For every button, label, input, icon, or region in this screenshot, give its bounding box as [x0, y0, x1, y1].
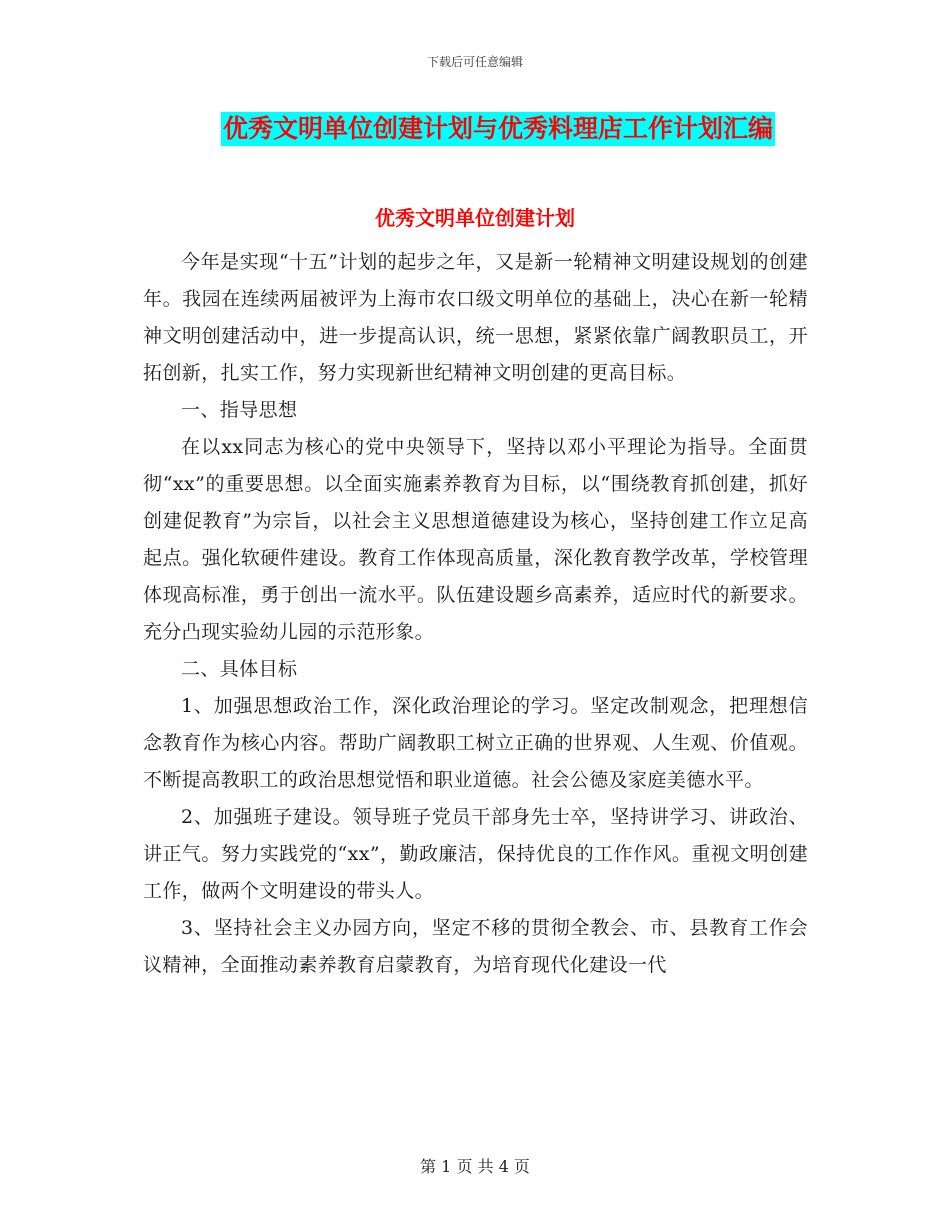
main-title: 优秀文明单位创建计划与优秀料理店工作计划汇编 — [221, 112, 775, 146]
header-note: 下载后可任意编辑 — [426, 55, 523, 69]
page-footer: 第 1 页 共 4 页 — [420, 1157, 530, 1176]
section-title: 优秀文明单位创建计划 — [375, 206, 575, 230]
paragraph: 1、加强思想政治工作，深化政治理论的学习。坚定改制观念，把理想信念教育作为核心内容。帮助广阔教职工树立正确的世界观、人生观、价值观。不断提高教职工的政治思想觉悟和职业道德。社会公德及家庭美德水平。 — [143, 695, 808, 791]
heading-specific-goals: 二、具体目标 — [181, 658, 298, 680]
paragraph: 2、加强班子建设。领导班子党员干部身先士卒，坚持讲学习、讲政治、讲正气。努力实践党的“xx”，勤政廉洁，保持优良的工作作风。重视文明创建工作，做两个文明建设的带头人。 — [143, 806, 808, 902]
heading-guiding-ideology: 一、指导思想 — [181, 399, 298, 421]
paragraph: 3、坚持社会主义办园方向，坚定不移的贯彻全教会、市、县教育工作会议精神，全面推动素养教育启蒙教育，为培育现代化建设一代 — [143, 917, 808, 976]
main-title-container — [0, 112, 950, 146]
paragraph: 今年是实现“十五”计划的起步之年，又是新一轮精神文明建设规划的创建年。我园在连续两届被评为上海市农口级文明单位的基础上，决心在新一轮精神文明创建活动中，进一步提高认识，统一思想，紧紧依靠广阔教职员工，开拓创新，扎实工作，努力实现新世纪精神文明创建的更高目标。 — [143, 251, 808, 384]
document-body — [143, 244, 808, 984]
paragraph: 在以xx同志为核心的党中央领导下，坚持以邓小平理论为指导。全面贯彻“xx”的重要思想。以全面实施素养教育为目标，以“围绕教育抓创建，抓好创建促教育”为宗旨，以社会主义思想道德建设为核心，坚持创建工作立足高起点。强化软硬件建设。教育工作体现高质量，深化教育教学改革，学校管理体现高标准，勇于创出一流水平。队伍建设题乡高素养，适应时代的新要求。充分凸现实验幼儿园的示范形象。 — [143, 436, 808, 643]
